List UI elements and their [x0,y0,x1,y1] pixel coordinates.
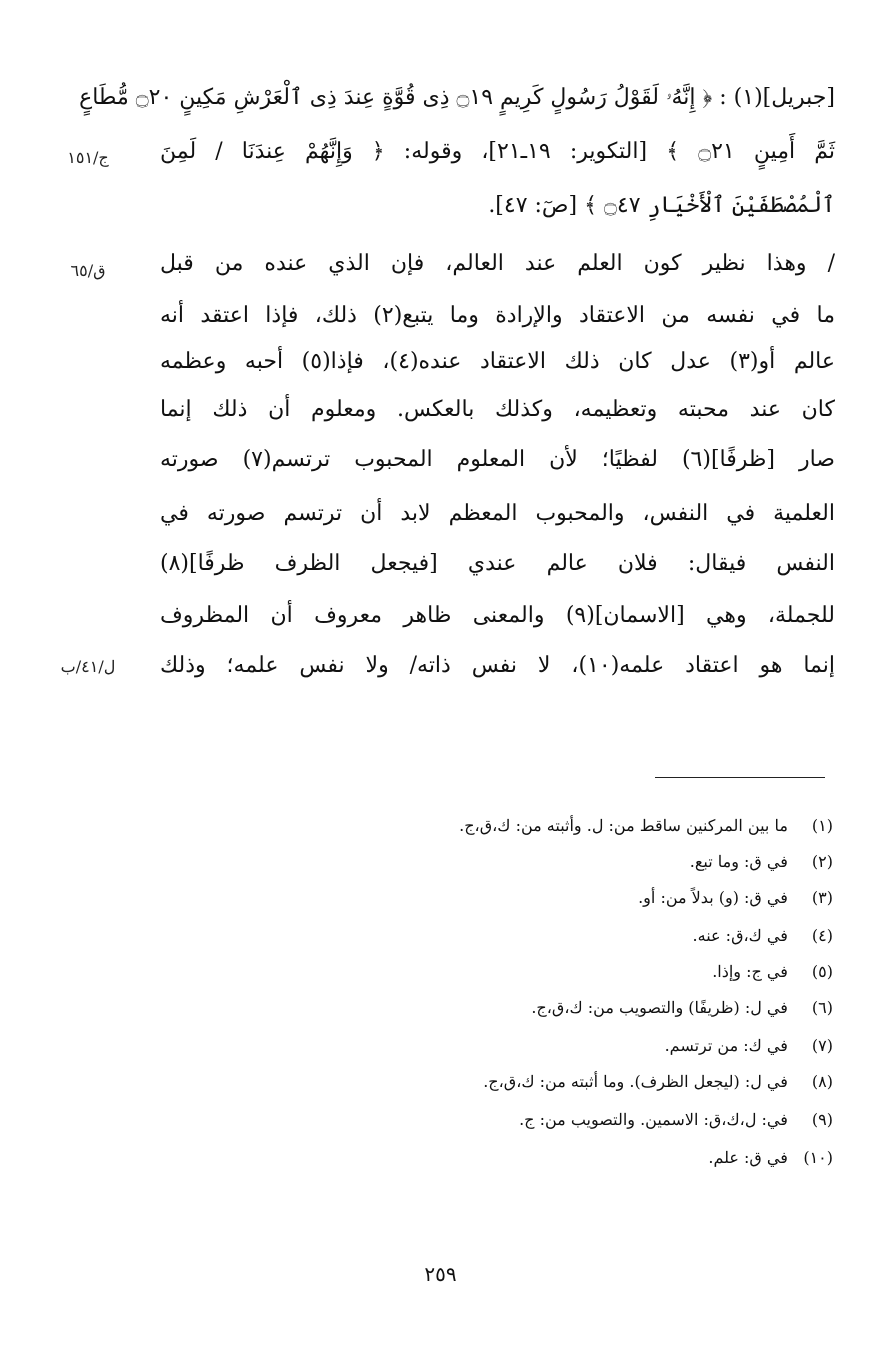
page-number: ٢٥٩ [424,1262,457,1286]
footnote-number: (١٠) [803,1148,833,1167]
margin-note-q65: ق/٦٥ [70,261,106,280]
footnote-number: (٢) [811,852,833,871]
footnote-6 [273,990,833,1026]
footnote-text: في ل: (ليجعل الظرف). وما أثبته من: ك،ق،ج. [483,1072,788,1091]
footnote-3 [273,880,833,916]
footnote-number: (٦) [811,998,833,1017]
body-line-2: ثَمَّ أَمِينٍ ۝٢١ ﴾ [التكوير: ١٩ـ٢١]، وقوله: ﴿ وَإِنَّهُمْ عِندَنَا / لَمِنَ [160,139,835,164]
footnote-text: في ك: من ترتسم. [664,1036,788,1055]
footnote-2 [273,844,833,880]
margin-note-j151: ج/١٥١ [67,148,109,167]
body-line-9: العلمية في النفس، والمحبوب المعظم لابد أن ترتسم صورته في [160,501,835,526]
body-line-5: ما في نفسه من الاعتقاد والإرادة وما يتبع(٢) ذلك، فإذا اعتقد أنه [160,303,835,328]
footnote-number: (٧) [811,1036,833,1055]
footnote-number: (١) [811,816,833,835]
footnote-number: (٥) [811,962,833,981]
footnote-text: في ل: (ظريفًا) والتصويب من: ك،ق،ج. [531,998,788,1017]
body-line-11: للجملة، وهي [الاسمان](٩) والمعنى ظاهر معروف أن المظروف [160,603,835,628]
body-line-7: كان عند محبته وتعظيمه، وكذلك بالعكس. ومعلوم أن ذلك إنما [160,397,835,422]
margin-note-l41b: ل/٤١/ب [60,657,116,676]
body-line-8: صار [ظرفًا](٦) لفظيًا؛ لأن المعلوم المحبوب ترتسم(٧) صورته [160,447,835,472]
footnote-number: (٣) [811,888,833,907]
footnote-text: في ج: وإذا. [712,962,788,981]
footnote-number: (٩) [811,1110,833,1129]
footnote-text: في ق: وما تبع. [689,852,788,871]
footnote-7 [273,1028,833,1064]
body-line-10: النفس فيقال: فلان عالم عندي [فيجعل الظرف ظرفًا](٨) [160,551,835,576]
footnote-number: (٤) [811,926,833,945]
body-line-6: عالم أو(٣) عدل كان ذلك الاعتقاد عنده(٤)، فإذا(٥) أحبه وعظمه [160,349,836,374]
footnote-text: في ق: علم. [708,1148,788,1167]
footnote-4 [273,918,833,954]
body-line-12: إنما هو اعتقاد علمه(١٠)، لا نفس ذاته/ ولا نفس علمه؛ وذلك [160,653,835,678]
footnote-8 [273,1064,833,1100]
footnote-text: في ك،ق: عنه. [692,926,788,945]
footnote-5 [273,954,833,990]
footnote-10 [273,1140,833,1176]
footnote-text: في: ل،ك،ق: الاسمين. والتصويب من: ج. [519,1110,788,1129]
footnote-1 [273,808,833,844]
footnote-text: في ق: (و) بدلاً من: أو. [638,888,788,907]
body-line-1: [جبريل](١) : ﴿ إِنَّهُۥ لَقَوْلُ رَسُولٍ كَرِيمٍ ۝١٩ ذِى قُوَّةٍ عِندَ ذِى ٱلْعَرْشِ مَكِينٍ ۝٢٠ مُّطَاعٍ [79,85,835,110]
footnote-text: ما بين المركنين ساقط من: ل. وأثبته من: ك،ق،ج. [459,816,788,835]
body-line-3: ٱلْمُصْطَفَيْنَ ٱلْأَخْيَارِ ۝٤٧ ﴾ [صٓ: ٤٧]. [488,193,835,218]
footnote-separator [655,777,825,778]
footnote-9 [273,1102,833,1138]
body-line-4: / وهذا نظير كون العلم عند العالم، فإن الذي عنده من قبل [160,251,835,276]
footnote-number: (٨) [811,1072,833,1091]
